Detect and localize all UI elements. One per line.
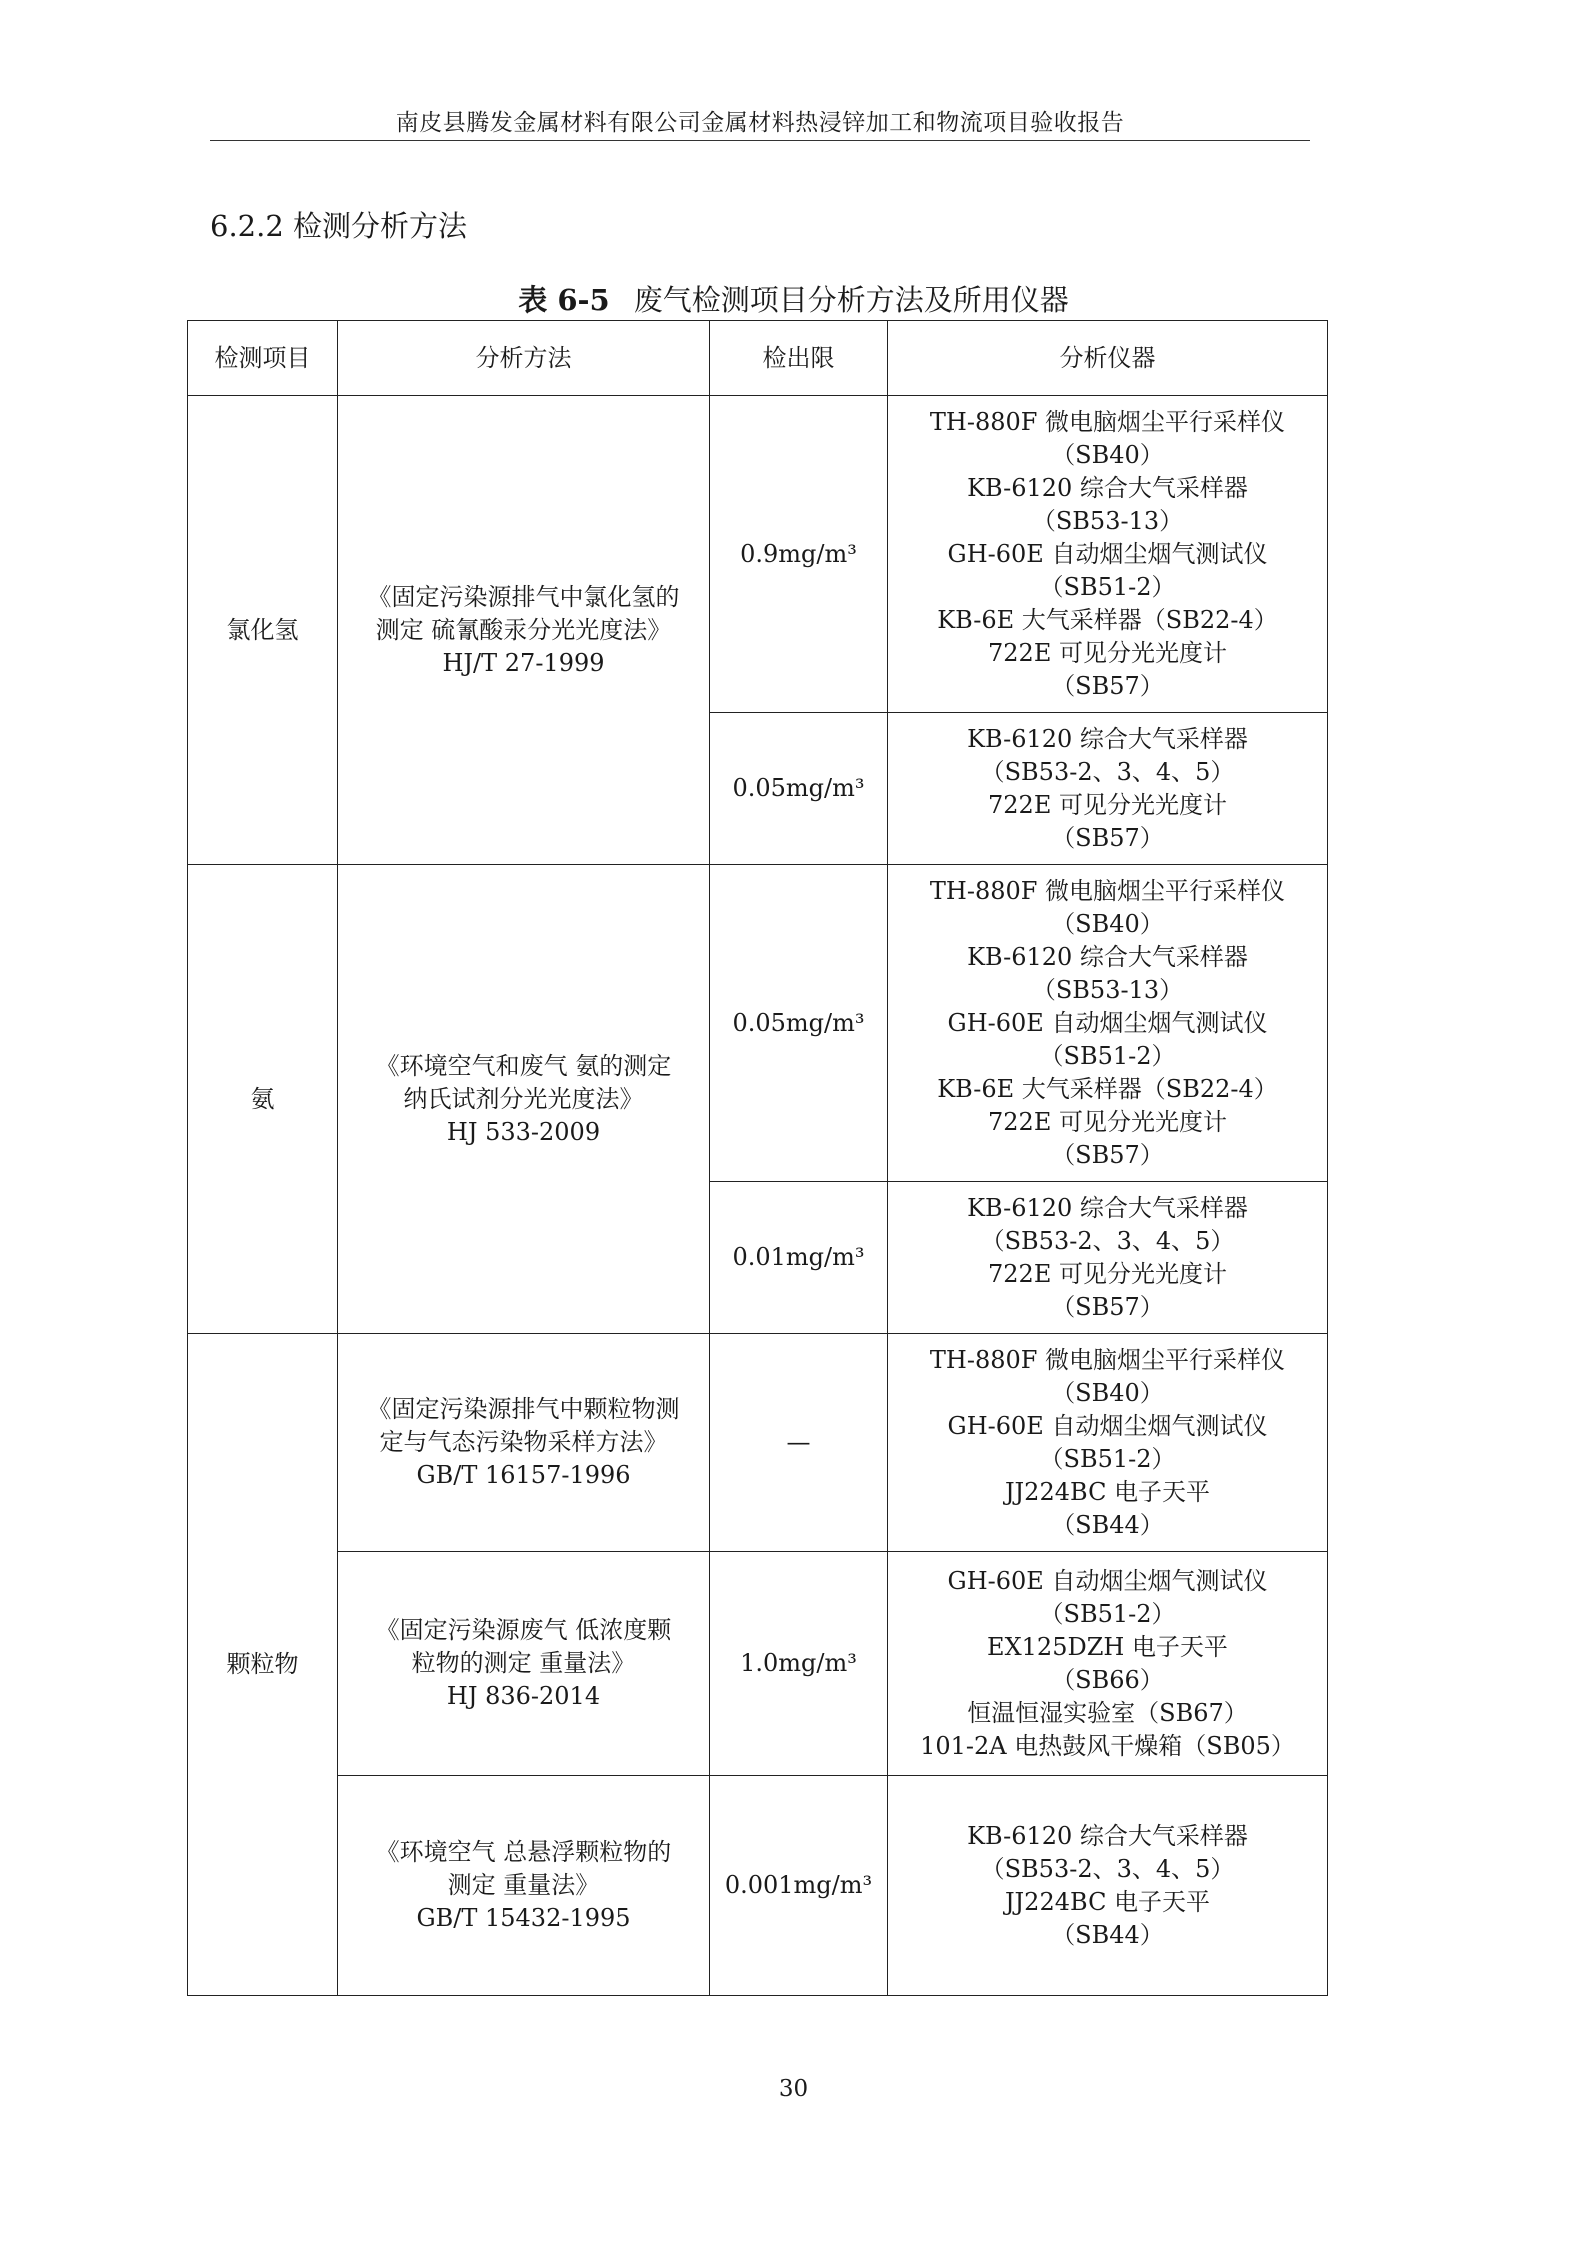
method-line: HJ 836-2014 bbox=[446, 1682, 601, 1710]
method-line: GB/T 15432-1995 bbox=[416, 1904, 631, 1932]
method-line: 《环境空气和废气 氨的测定 bbox=[375, 1051, 672, 1080]
method-line: 《固定污染源排气中氯化氢的 bbox=[367, 582, 680, 611]
instrument-line: （SB44） bbox=[1051, 1920, 1164, 1949]
item-cell: 氨 bbox=[188, 865, 338, 1334]
instrument-line: 722E 可见分光光度计 bbox=[988, 790, 1227, 819]
instrument-line: （SB51-2） bbox=[1039, 1444, 1176, 1473]
instrument-cell bbox=[888, 1552, 1328, 1776]
limit-cell: 0.05mg/m³ bbox=[710, 713, 888, 865]
method-line: 《固定污染源排气中颗粒物测 bbox=[367, 1395, 680, 1423]
table-row bbox=[188, 1552, 1328, 1776]
instrument-line: GH-60E 自动烟尘烟气测试仪 bbox=[947, 1008, 1268, 1037]
instrument-line: KB-6E 大气采样器（SB22-4） bbox=[937, 1074, 1278, 1103]
item-cell: 颗粒物 bbox=[188, 1334, 338, 1996]
instrument-cell bbox=[888, 1776, 1328, 1996]
method-line: HJ/T 27-1999 bbox=[442, 648, 605, 677]
method-cell bbox=[338, 865, 710, 1334]
instrument-line: TH-880F 微电脑烟尘平行采样仪 bbox=[929, 407, 1286, 436]
instrument-line: 722E 可见分光光度计 bbox=[988, 1107, 1227, 1136]
instrument-line: （SB53-2、3、4、5） bbox=[980, 1854, 1235, 1883]
instrument-cell bbox=[888, 396, 1328, 713]
instrument-line: JJ224BC 电子天平 bbox=[1004, 1477, 1211, 1506]
instrument-line: （SB51-2） bbox=[1039, 1599, 1176, 1628]
limit-cell: 0.05mg/m³ bbox=[710, 865, 888, 1182]
table-row bbox=[188, 396, 1328, 713]
method-line: 《环境空气 总悬浮颗粒物的 bbox=[375, 1838, 672, 1866]
limit-cell: 1.0mg/m³ bbox=[710, 1552, 888, 1776]
method-line: 定与气态污染物采样方法》 bbox=[379, 1428, 668, 1456]
instrument-line: （SB53-2、3、4、5） bbox=[980, 1226, 1235, 1255]
instrument-line: EX125DZH 电子天平 bbox=[987, 1632, 1228, 1661]
table-caption-title: 废气检测项目分析方法及所用仪器 bbox=[633, 283, 1069, 317]
instrument-line: 101-2A 电热鼓风干燥箱（SB05） bbox=[920, 1731, 1295, 1760]
table-row bbox=[188, 865, 1328, 1182]
instrument-cell bbox=[888, 1182, 1328, 1334]
instrument-line: KB-6120 综合大气采样器 bbox=[967, 1821, 1248, 1850]
instrument-line: KB-6120 综合大气采样器 bbox=[967, 1193, 1248, 1222]
instrument-line: （SB53-13） bbox=[1031, 975, 1184, 1004]
instrument-line: 恒温恒湿实验室（SB67） bbox=[967, 1698, 1248, 1727]
limit-cell: — bbox=[710, 1334, 888, 1552]
instrument-line: KB-6E 大气采样器（SB22-4） bbox=[937, 605, 1278, 634]
method-line: 粒物的测定 重量法》 bbox=[411, 1649, 636, 1677]
limit-cell: 0.01mg/m³ bbox=[710, 1182, 888, 1334]
instrument-line: （SB57） bbox=[1051, 1292, 1164, 1321]
instrument-line: KB-6120 综合大气采样器 bbox=[967, 942, 1248, 971]
method-line: 《固定污染源废气 低浓度颗 bbox=[375, 1616, 672, 1644]
instrument-line: （SB44） bbox=[1051, 1510, 1164, 1539]
section-title: 6.2.2 检测分析方法 bbox=[210, 209, 468, 243]
instrument-line: （SB40） bbox=[1051, 1378, 1164, 1407]
page-number: 30 bbox=[778, 2076, 809, 2102]
instrument-line: （SB57） bbox=[1051, 823, 1164, 852]
instrument-line: GH-60E 自动烟尘烟气测试仪 bbox=[947, 539, 1268, 568]
table-header-row bbox=[188, 321, 1328, 396]
header-cell: 分析仪器 bbox=[888, 321, 1328, 396]
instrument-cell bbox=[888, 865, 1328, 1182]
table-caption bbox=[0, 278, 1587, 319]
instrument-line: KB-6120 综合大气采样器 bbox=[967, 724, 1248, 753]
table-caption-number: 表 6-5 bbox=[518, 283, 610, 317]
analysis-methods-table bbox=[187, 320, 1328, 1996]
instrument-line: （SB66） bbox=[1051, 1665, 1164, 1694]
instrument-line: GH-60E 自动烟尘烟气测试仪 bbox=[947, 1566, 1268, 1595]
instrument-line: （SB53-2、3、4、5） bbox=[980, 757, 1235, 786]
header-divider bbox=[210, 140, 1310, 141]
instrument-line: （SB40） bbox=[1051, 440, 1164, 469]
method-cell bbox=[338, 1776, 710, 1996]
method-line: 测定 硫氰酸汞分光光度法》 bbox=[375, 615, 672, 644]
header-cell: 检测项目 bbox=[188, 321, 338, 396]
instrument-cell bbox=[888, 713, 1328, 865]
method-line: 纳氏试剂分光光度法》 bbox=[403, 1084, 644, 1113]
instrument-line: GH-60E 自动烟尘烟气测试仪 bbox=[947, 1411, 1268, 1440]
header-cell: 分析方法 bbox=[338, 321, 710, 396]
instrument-line: 722E 可见分光光度计 bbox=[988, 1259, 1227, 1288]
limit-cell: 0.9mg/m³ bbox=[710, 396, 888, 713]
instrument-line: KB-6120 综合大气采样器 bbox=[967, 473, 1248, 502]
page-header: 南皮县腾发金属材料有限公司金属材料热浸锌加工和物流项目验收报告 bbox=[395, 110, 1125, 136]
instrument-line: JJ224BC 电子天平 bbox=[1004, 1887, 1211, 1916]
instrument-line: 722E 可见分光光度计 bbox=[988, 638, 1227, 667]
instrument-line: （SB57） bbox=[1051, 1140, 1164, 1169]
table-row bbox=[188, 1334, 1328, 1552]
instrument-line: （SB40） bbox=[1051, 909, 1164, 938]
method-cell bbox=[338, 1552, 710, 1776]
instrument-cell bbox=[888, 1334, 1328, 1552]
instrument-line: TH-880F 微电脑烟尘平行采样仪 bbox=[929, 1345, 1286, 1374]
item-cell: 氯化氢 bbox=[188, 396, 338, 865]
method-line: GB/T 16157-1996 bbox=[416, 1461, 631, 1489]
header-cell: 检出限 bbox=[710, 321, 888, 396]
instrument-line: （SB51-2） bbox=[1039, 1041, 1176, 1070]
instrument-line: （SB53-13） bbox=[1031, 506, 1184, 535]
method-cell bbox=[338, 1334, 710, 1552]
limit-cell: 0.001mg/m³ bbox=[710, 1776, 888, 1996]
method-line: 测定 重量法》 bbox=[447, 1871, 600, 1899]
table-row bbox=[188, 1776, 1328, 1996]
instrument-line: TH-880F 微电脑烟尘平行采样仪 bbox=[929, 876, 1286, 905]
instrument-line: （SB51-2） bbox=[1039, 572, 1176, 601]
instrument-line: （SB57） bbox=[1051, 671, 1164, 700]
method-line: HJ 533-2009 bbox=[446, 1117, 601, 1146]
method-cell bbox=[338, 396, 710, 865]
